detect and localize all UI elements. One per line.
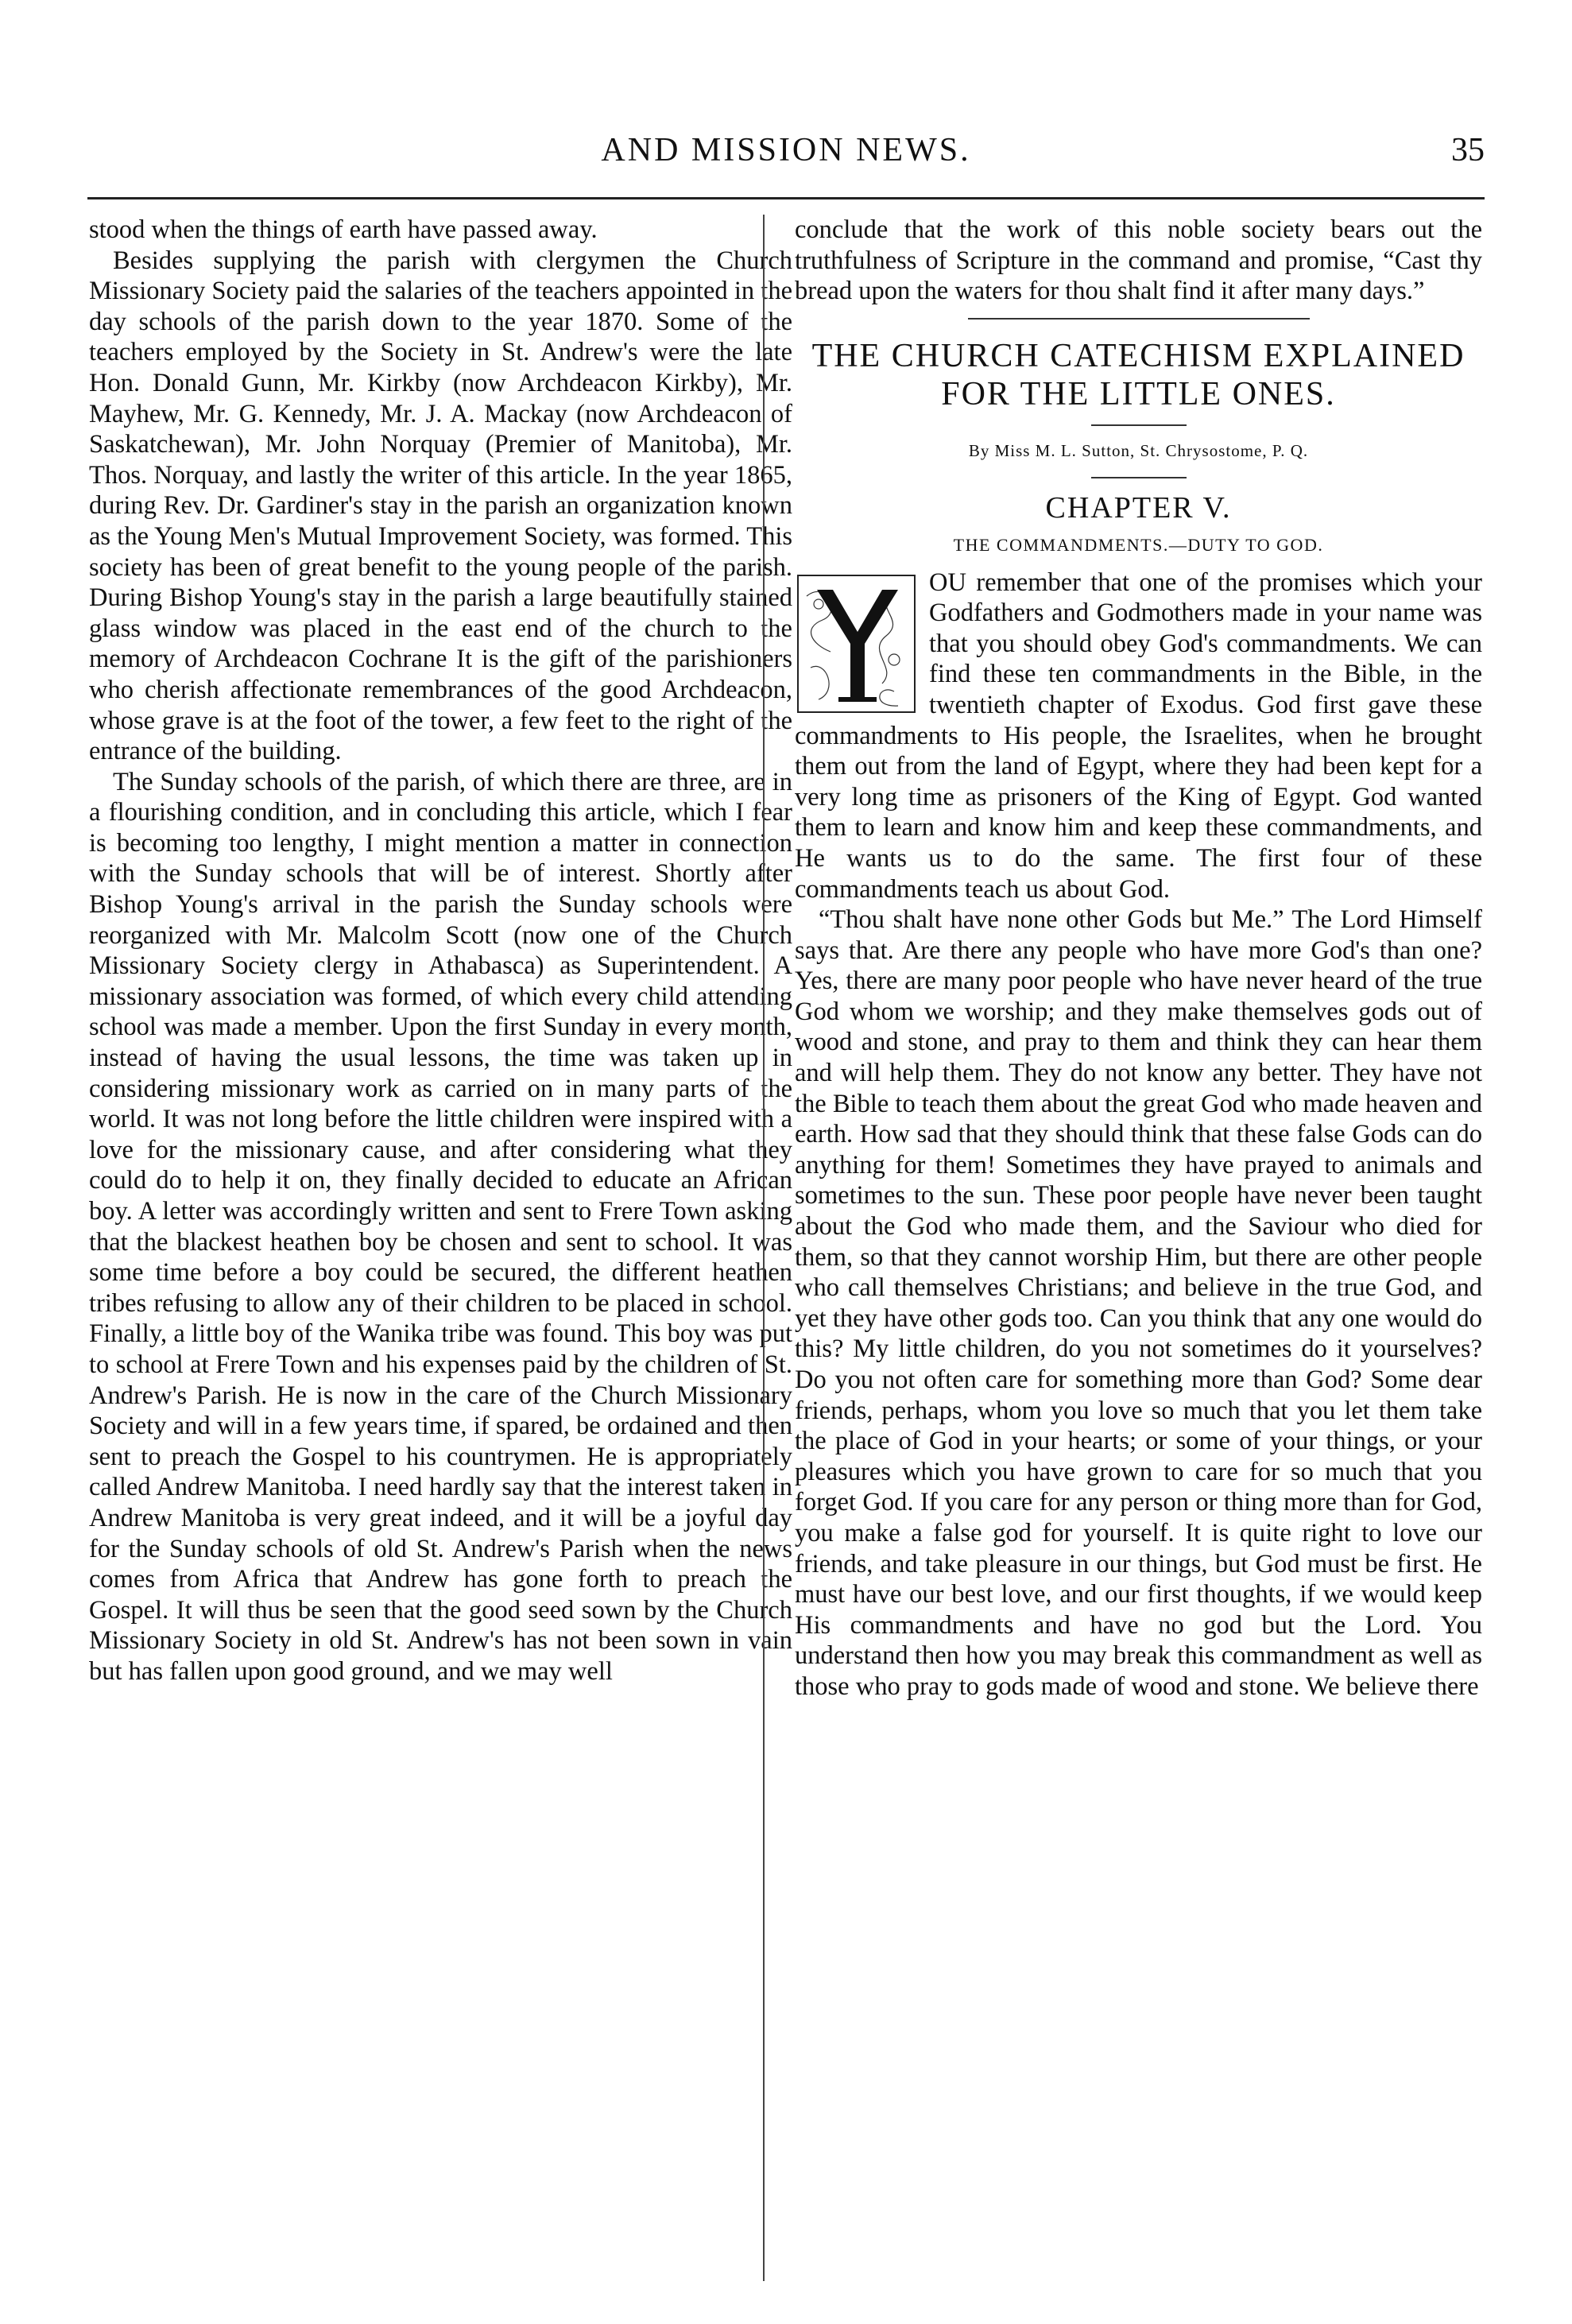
continuation-paragraph: conclude that the work of this noble society bears out the truthfulness of Scripture in the command and promise, “Cast thy bread upon the waters for thou shalt find it after many days.” bbox=[795, 215, 1482, 306]
left-column bbox=[89, 215, 792, 1687]
section-rule bbox=[968, 318, 1310, 320]
paragraph: Besides supplying the parish with clergymen the Church Missionary Society paid the salaries of the teachers appointed in the day schools of the parish down to the year 1870. Some of the teachers employed by the Society in St. Andrew's were the late Hon. Donald Gunn, Mr. Kirkby (now Archdeacon Kirkby), Mr. Mayhew, Mr. G. Kennedy, Mr. J. A. Mackay (now Archdeacon of Saskatchewan), Mr. John Norquay (Premier of Manitoba), Mr. Thos. Norquay, and lastly the writer of this article. In the year 1865, during Rev. Dr. Gardiner's stay in the parish an organization known as the Young Men's Mutual Improvement Society, was formed. This society has been of great benefit to the young people of the parish. During Bishop Young's stay in the parish a large beautifully stained glass window was placed in the east end of the church to the memory of Archdeacon Cochrane It is the gift of the parishioners who cherish affectionate remembrances of the good Archdeacon, whose grave is at the foot of the tower, a few feet to the right of the entrance of the building. bbox=[89, 246, 792, 766]
column-divider bbox=[763, 215, 765, 2281]
paragraph: stood when the things of earth have passed away. bbox=[89, 215, 598, 244]
byline: By Miss M. L. Sutton, St. Chrysostome, P. Q. bbox=[968, 440, 1309, 460]
ornamental-letter-y-icon bbox=[795, 572, 918, 715]
first-paragraph: OU remember that one of the promises which your Godfathers and Godmothers made in your name was that you should obey God's commandments. We can find these ten commandments in the Bible, in the twentieth chapter of Exodus. God first gave these commandments to His people, the Israelites, when he brought them out from the land of Egypt, where they had been kept for a very long time as prisoners of the King of Egypt. God wanted them to learn and know him and keep these commandments, and He wants us to do the same. The first four of these commandments teach us about God. bbox=[795, 567, 1482, 904]
running-head bbox=[87, 131, 1485, 187]
chapter-heading: CHAPTER V. bbox=[1045, 491, 1232, 525]
byline-rule bbox=[1091, 477, 1187, 478]
article-title: THE CHURCH CATECHISM EXPLAINED FOR THE LITTLE ONES. bbox=[811, 337, 1466, 413]
paragraph: The Sunday schools of the parish, of which there are three, are in a flourishing condition, and in concluding this article, which I fear is becoming too lengthy, I might mention a matter in connection with the Sunday schools that will be of interest. Shortly after Bishop Young's arrival in the parish the Sunday schools were reorganized with Mr. Malcolm Scott (now one of the Church Missionary Society clergy in Athabasca) as Superintendent. A missionary association was formed, of which every child attending school was made a member. Upon the first Sunday in every month, instead of having the usual lessons, the time was taken up in considering missionary work as carried on in many parts of the world. It was not long before the little children were inspired with a love for the missionary cause, and after considering what they could do to help it on, they finally decided to educate an African boy. A letter was accordingly written and sent to Frere Town asking that the blackest heathen boy be chosen and sent to school. It was some time before a boy could be secured, the different heathen tribes refusing to allow any of their children to be placed in school. Finally, a little boy of the Wanika tribe was found. This boy was put to school at Frere Town and his expenses paid by the children of St. Andrew's Parish. He is now in the care of the Church Missionary Society and will in a few years time, if spared, be ordained and then sent to preach the Gospel to his countrymen. He is appropriately called Andrew Manitoba. I need hardly say that the interest taken in Andrew Manitoba is very great indeed, and it will be a joyful day for the Sunday schools of old St. Andrew's Parish when the news comes from Africa that Andrew has gone forth to preach the Gospel. It will thus be seen that the good seed sown by the Church Missionary Society in old St. Andrew's has not been sown in vain but has fallen upon good ground, and we may well bbox=[89, 767, 792, 1686]
first-paragraph-block bbox=[795, 567, 1482, 905]
second-paragraph: “Thou shalt have none other Gods but Me.” The Lord Himself says that. Are there any people who have more God's than one? Yes, there are many poor people who have never heard of the true God whom we worship; and they make themselves gods out of wood and stone, and pray to them and think they can hear them and will help them. They do not know any better. They have not the Bible to teach them about the great God who made heaven and earth. How sad that they should think that these false Gods can do anything for them! Sometimes they have prayed to animals and sometimes to the sun. These poor people have never been taught about the God who made them, and the Saviour who died for them, so that they cannot worship Him, but there are other people who call themselves Christians; and believe in the true God, and yet they have other gods too. Can you think that any one would do this? My little children, do you not sometimes do it yourselves? Do you not often care for something more than God? Some dear friends, perhaps, whom you love so much that you let them take the place of God in your hearts; or some of your things, or your pleasures which you have grown to care for so much that you forget God. If you care for any person or thing more than for God, you make a false god for yourself. It is quite right to love our friends, and take pleasure in our things, but God must be first. He must have our best love, and our first thoughts, if we would keep His commandments and have no god but the Lord. You understand then how you may break this commandment as well as those who pray to gods made of wood and stone. We believe there bbox=[795, 905, 1482, 1701]
running-title: AND MISSION NEWS. bbox=[601, 132, 971, 168]
page-number: 35 bbox=[1451, 132, 1485, 168]
title-rule bbox=[1091, 424, 1187, 426]
right-column bbox=[795, 215, 1482, 1702]
header-rule bbox=[87, 197, 1485, 199]
chapter-subheading: THE COMMANDMENTS.—DUTY TO GOD. bbox=[953, 534, 1324, 555]
